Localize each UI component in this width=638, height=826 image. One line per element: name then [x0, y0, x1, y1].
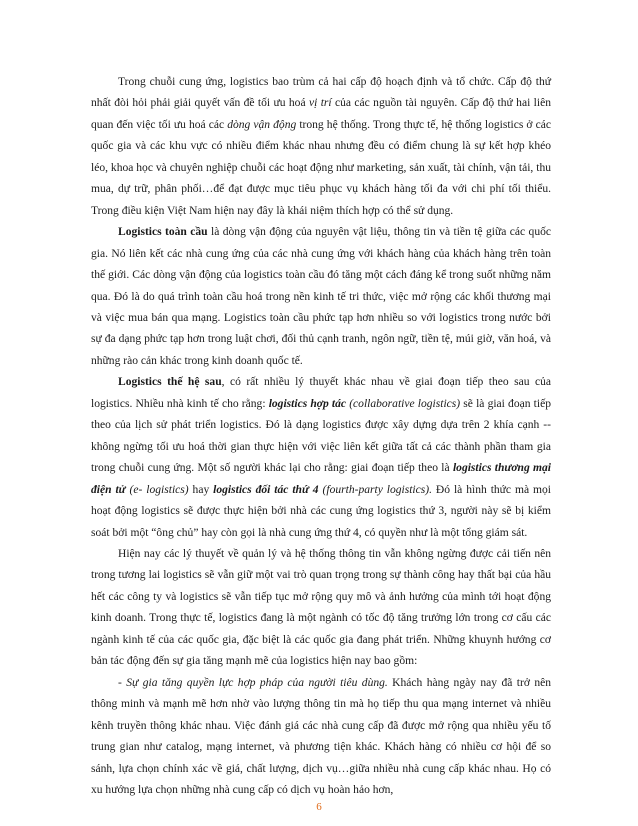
text-run: logistics đối tác thứ 4: [213, 483, 319, 496]
text-run: sẽ là giai đoạn tiếp theo của lịch sử phát triển logistics. Đó là dạng logistics được xây dựng dựa trên 2 khía cạnh -- không ngừng tối ưu hoá thời gian thực hiện với việc liên kết giữa tất cả các thành phần tham gia trong chuỗi cung ứng. Một số người khác lại cho rằng: giai đoạn tiếp theo là: [91, 397, 551, 475]
page-number: 6: [316, 801, 322, 813]
bullet-consumer-power: [91, 673, 551, 802]
text-run: -: [118, 676, 127, 689]
text-run: là dòng vận động của nguyên vật liệu, thông tin và tiền tệ giữa các quốc gia. Nó liên kết các nhà cung ứng của các nhà cung ứng với khách hàng của khách hàng trên toàn thế giới. Các dòng vận động của logistics toàn cầu đó tăng một cách đáng kể trong suốt những năm qua. Đó là do quá trình toàn cầu hoá trong nền kinh tế tri thức, việc mở rộng các khối thương mại và việc mua bán qua mạng. Logistics toàn cầu phức tạp hơn nhiều so với logistics trong nước bởi sự đa dạng phức tạp hơn trong luật chơi, đối thủ cạnh tranh, ngôn ngữ, tiền tệ, múi giờ, văn hoá, và những rào cản khác trong kinh doanh quốc tế.: [91, 226, 551, 367]
text-run: của các nguồn tài nguyên. Cấp độ thứ hai liên quan đến việc tối ưu hoá các: [91, 97, 551, 131]
text-run: vị trí: [308, 97, 332, 110]
text-run: Đó là hình thức mà mọi hoạt động logistics sẽ được thực hiện bởi nhà các cung ứng logistics thứ 3, người này sẽ bị kiểm soát bởi một “ông chủ” hay còn gọi là nhà cung ứng thứ 4, có quyền như là một tổng giám sát.: [91, 483, 551, 539]
paragraph-trends: [91, 544, 551, 673]
text-run: Hiện nay các lý thuyết về quản lý và hệ thống thông tin vẫn không ngừng được cải tiến nên trong tương lai logistics sẽ vẫn giữ một vai trò quan trọng trong sự thành công hay thất bại của hầu hết các công ty và logistics sẽ vẫn tiếp tục mở rộng quy mô và ảnh hưởng của mình tới hoạt động kinh doanh. Trong thực tế, logistics đang là một ngành có tốc độ tăng trưởng lớn trong cơ cấu các ngành kinh tế của các quốc gia, đặc biệt là các quốc gia đang phát triển. Những khuynh hướng cơ bản tác động đến sự gia tăng mạnh mẽ của logistics hiện nay bao gồm:: [91, 547, 551, 668]
text-run: dòng vận động: [227, 118, 297, 131]
text-run: (fourth-party logistics).: [318, 483, 432, 496]
text-run: Logistics toàn cầu: [118, 226, 208, 239]
paragraph-global-logistics: [91, 222, 551, 372]
text-run: Logistics thế hệ sau: [118, 376, 222, 389]
text-run: Sự gia tăng quyền lực hợp pháp của người tiêu dùng.: [126, 676, 388, 689]
body-text: [91, 72, 551, 801]
text-run: , có rất nhiều lý thuyết khác nhau về giai đoạn tiếp theo sau của logistics. Nhiều nhà kinh tế cho rằng:: [91, 376, 551, 410]
text-run: logistics hợp tác: [268, 397, 347, 410]
text-run: logistics thương mại điện tử: [91, 462, 552, 496]
paragraph-next-generation: [91, 372, 551, 544]
paragraph-supply-chain: [91, 72, 551, 222]
text-run: trong hệ thống. Trong thực tế, hệ thống logistics ở các quốc gia và các khu vực có nhiều điểm khác nhau nhưng đều có điểm chung là sự kết hợp khéo léo, khoa học và chuyên nghiệp chuỗi các hoạt động như marketing, sản xuất, tài chính, vận tải, thu mua, dự trữ, phân phối…để đạt được mục tiêu phục vụ khách hàng tối đa với chi phí tối thiểu. Trong điều kiện Việt Nam hiện nay đây là khái niệm thích hợp có thể sử dụng.: [91, 118, 552, 217]
text-run: hay: [188, 483, 214, 496]
text-run: Khách hàng ngày nay đã trở nên thông minh và mạnh mẽ hơn nhờ vào lượng thông tin mà họ tiếp thu qua mạng internet và nhiều kênh truyền thông khác nhau. Việc đánh giá các nhà cung cấp đã được mở rộng qua nhiều yếu tố trung gian như catalog, mạng internet, và phương tiện khác. Khách hàng có nhiều cơ hội để so sánh, lựa chọn chính xác về giá, chất lượng, dịch vụ…giữa nhiều nhà cung cấp khác nhau. Họ có xu hướng lựa chọn những nhà cung cấp có dịch vụ hoàn hảo hơn,: [91, 676, 551, 796]
text-run: Trong chuỗi cung ứng, logistics bao trùm cả hai cấp độ hoạch định và tổ chức. Cấp độ thứ nhất đòi hỏi phải giải quyết vấn đề tối ưu hoá: [91, 76, 551, 110]
text-run: (collaborative logistics): [349, 397, 461, 410]
text-run: (e- logistics): [125, 483, 189, 496]
